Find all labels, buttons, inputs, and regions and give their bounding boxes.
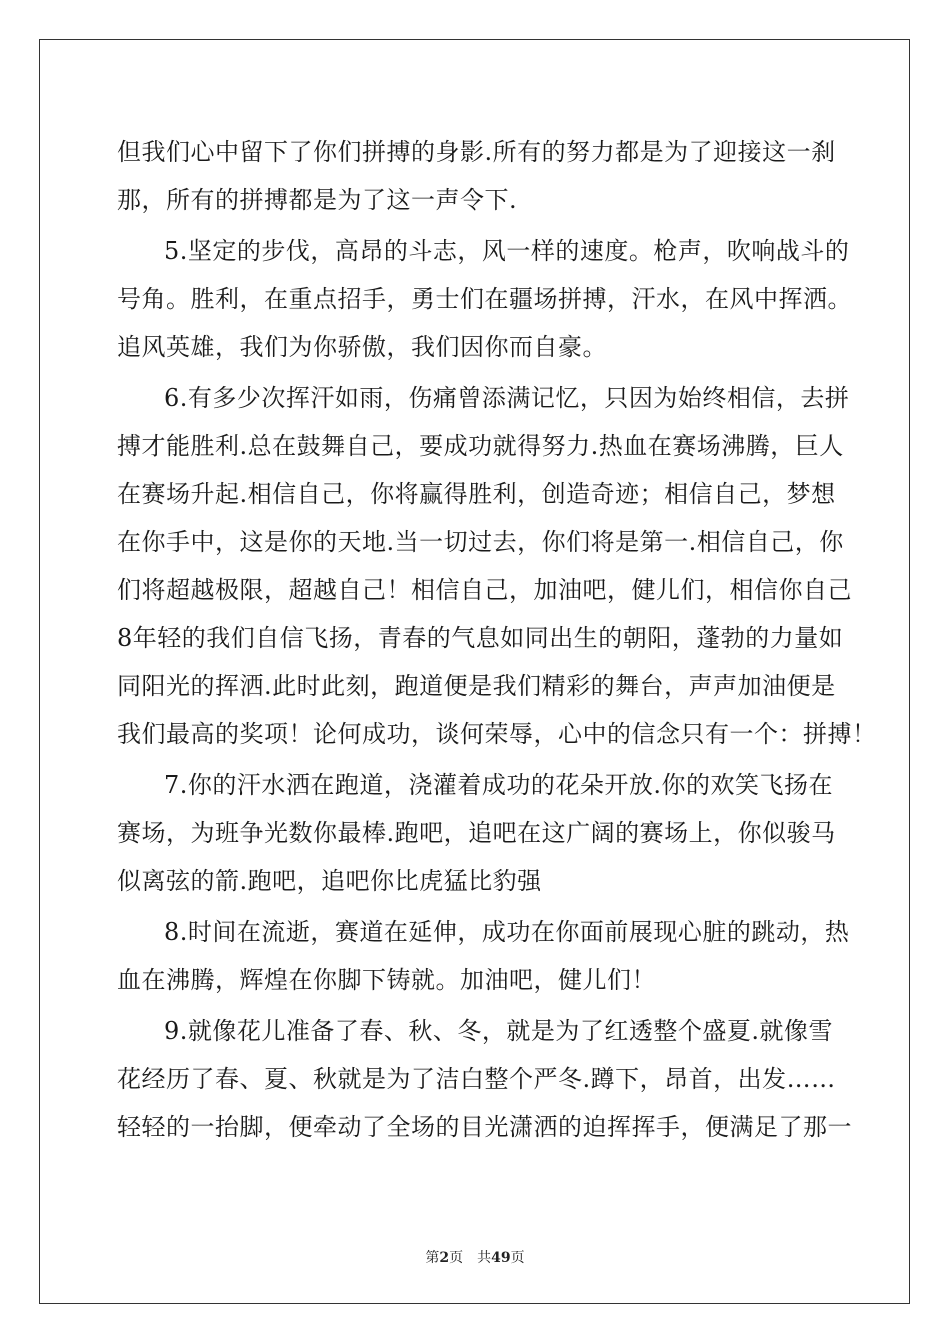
paragraph [117, 761, 837, 905]
text-line: 花经历了春、夏、秋就是为了洁白整个严冬.蹲下，昂首，出发…… [117, 1065, 836, 1093]
paragraph [117, 227, 852, 371]
total-pages: 49 [491, 1250, 511, 1266]
text-line: 9.就像花儿准备了春、秋、冬，就是为了红透整个盛夏.就像雪 [164, 1017, 834, 1045]
text-line: 追风英雄，我们为你骄傲，我们因你而自豪。 [117, 333, 607, 361]
text-line: 6.有多少次挥汗如雨，伤痛曾添满记忆，只因为始终相信，去拼 [164, 384, 850, 412]
page-prefix: 第 [425, 1250, 440, 1266]
text-line: 但我们心中留下了你们拼搏的身影.所有的努力都是为了迎接这一刹 [117, 138, 836, 166]
text-line: 在你手中，这是你的天地.当一切过去，你们将是第一.相信自己，你 [117, 528, 844, 556]
text-line: 在赛场升起.相信自己，你将赢得胜利，创造奇迹；相信自己，梦想 [117, 480, 836, 508]
text-line: 血在沸腾，辉煌在你脚下铸就。加油吧，健儿们！ [117, 966, 656, 994]
page-footer [0, 1247, 950, 1267]
page-number: 2 [439, 1250, 450, 1266]
page-suffix: 页 [449, 1250, 464, 1266]
paragraph [117, 1007, 852, 1151]
text-line: 似离弦的箭.跑吧，追吧你比虎猛比豹强 [117, 867, 542, 895]
text-line: 号角。胜利，在重点招手，勇士们在疆场拼搏，汗水，在风中挥洒。 [117, 285, 852, 313]
text-line: 我们最高的奖项！论何成功，谈何荣辱，心中的信念只有一个：拼搏！ [117, 720, 877, 748]
text-line: 赛场，为班争光数你最棒.跑吧，追吧在这广阔的赛场上，你似骏马 [117, 819, 836, 847]
text-line: 轻轻的一抬脚，便牵动了全场的目光潇洒的迫挥挥手，便满足了那一 [117, 1113, 852, 1141]
text-line: 8.时间在流逝，赛道在延伸，成功在你面前展现心脏的跳动，热 [164, 918, 850, 946]
document-body [117, 128, 877, 1151]
text-line: 搏才能胜利.总在鼓舞自己，要成功就得努力.热血在赛场沸腾，巨人 [117, 432, 844, 460]
paragraph [117, 128, 837, 224]
text-line: 7.你的汗水洒在跑道，浇灌着成功的花朵开放.你的欢笑飞扬在 [164, 771, 834, 799]
text-line: 那，所有的拼搏都是为了这一声令下. [117, 186, 518, 214]
text-line: 8年轻的我们自信飞扬，青春的气息如同出生的朝阳，蓬勃的力量如 [117, 624, 844, 652]
text-line: 同阳光的挥洒.此时此刻，跑道便是我们精彩的舞台，声声加油便是 [117, 672, 836, 700]
total-prefix: 共 [477, 1250, 492, 1266]
paragraph [117, 908, 850, 1004]
text-line: 们将超越极限，超越自己！相信自己，加油吧，健儿们，相信你自己 [117, 576, 852, 604]
total-suffix: 页 [510, 1250, 525, 1266]
paragraph [117, 374, 877, 758]
text-line: 5.坚定的步伐，高昂的斗志，风一样的速度。枪声，吹响战斗的 [164, 237, 850, 265]
